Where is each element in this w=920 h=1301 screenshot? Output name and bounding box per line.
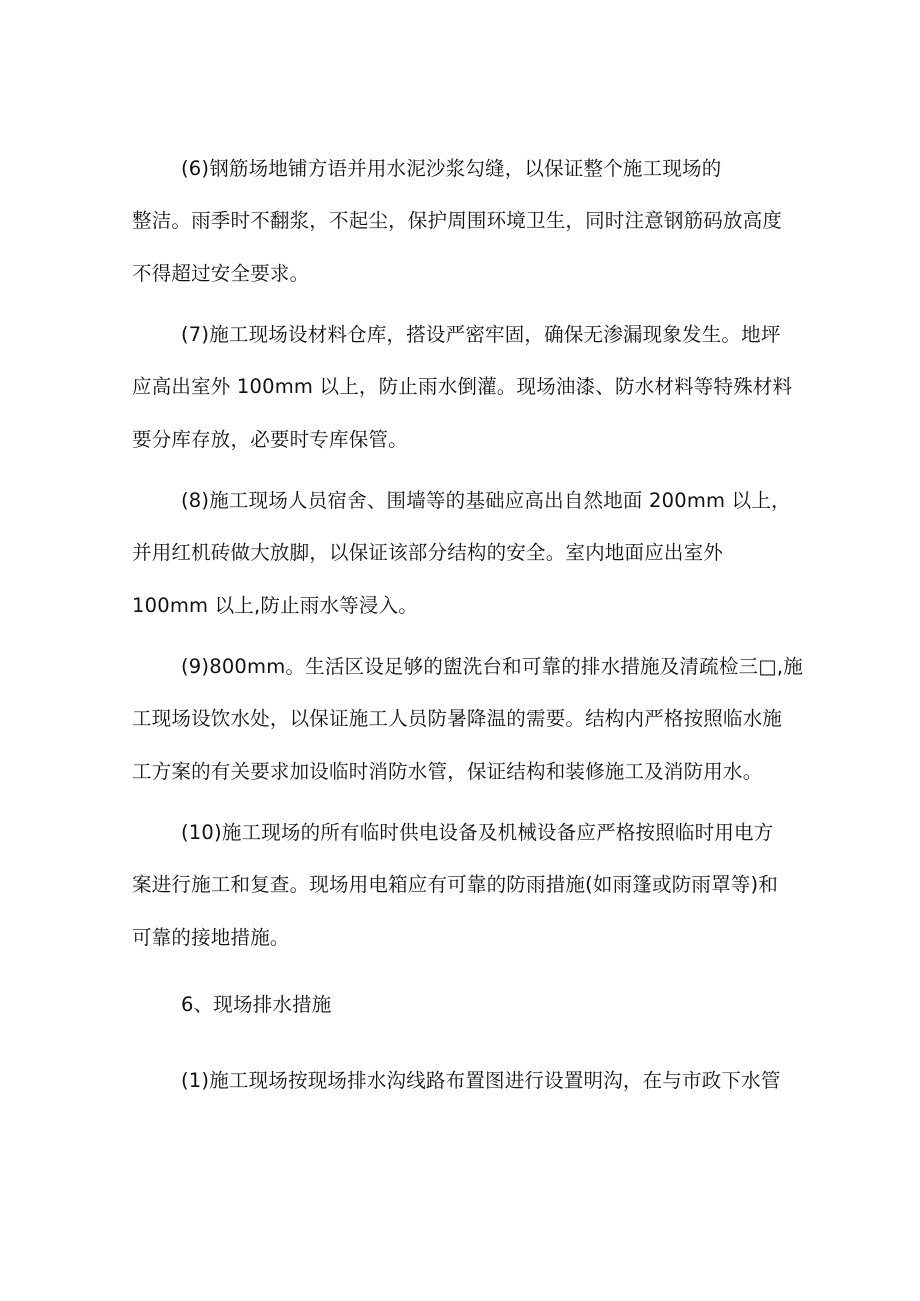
paragraph-8-line-1: (8)施工现场人员宿舍、围墙等的基础应高出自然地面 200mm 以上， xyxy=(181,489,791,512)
paragraph-9-line-2: 工现场设饮水处，以保证施工人员防暑降温的需要。结构内严格按照临水施 xyxy=(132,707,783,730)
paragraph-7-line-3: 要分库存放，必要时专库保管。 xyxy=(132,428,408,451)
paragraph-9-line-1: (9)800mm。生活区设足够的盥洗台和可靠的排水措施及清疏检三□,施 xyxy=(181,655,803,678)
paragraph-6-line-2: 整洁。雨季时不翻浆，不起尘，保护周围环境卫生，同时注意钢筋码放高度 xyxy=(132,209,783,232)
paragraph-8-line-2: 并用红机砖做大放脚，以保证该部分结构的安全。室内地面应出室外 xyxy=(132,541,724,564)
section-6-paragraph-1-line-1: (1)施工现场按现场排水沟线路布置图进行设置明沟，在与市政下水管 xyxy=(181,1069,781,1092)
paragraph-10-line-1: (10)施工现场的所有临时供电设备及机械设备应严格按照临时用电方 xyxy=(181,821,774,844)
paragraph-8-line-3: 100mm 以上,防止雨水等浸入。 xyxy=(132,594,419,617)
paragraph-6-line-3: 不得超过安全要求。 xyxy=(132,262,310,285)
paragraph-10-line-2: 案进行施工和复查。现场用电箱应有可靠的防雨措施(如雨篷或防雨罩等)和 xyxy=(132,873,779,896)
paragraph-7-line-1: (7)施工现场设材料仓库，搭设严密牢固，确保无渗漏现象发生。地坪 xyxy=(181,323,781,346)
paragraph-6-line-1: (6)钢筋场地铺方语并用水泥沙浆勾缝，以保证整个施工现场的 xyxy=(181,157,722,180)
paragraph-9-line-3: 工方案的有关要求加设临时消防水管，保证结构和装修施工及消防用水。 xyxy=(132,760,763,783)
section-6-heading: 6、现场排水措施 xyxy=(181,993,332,1016)
paragraph-10-line-3: 可靠的接地措施。 xyxy=(132,926,290,949)
paragraph-7-line-2: 应高出室外 100mm 以上，防止雨水倒灌。现场油漆、防水材料等特殊材料 xyxy=(132,375,793,398)
